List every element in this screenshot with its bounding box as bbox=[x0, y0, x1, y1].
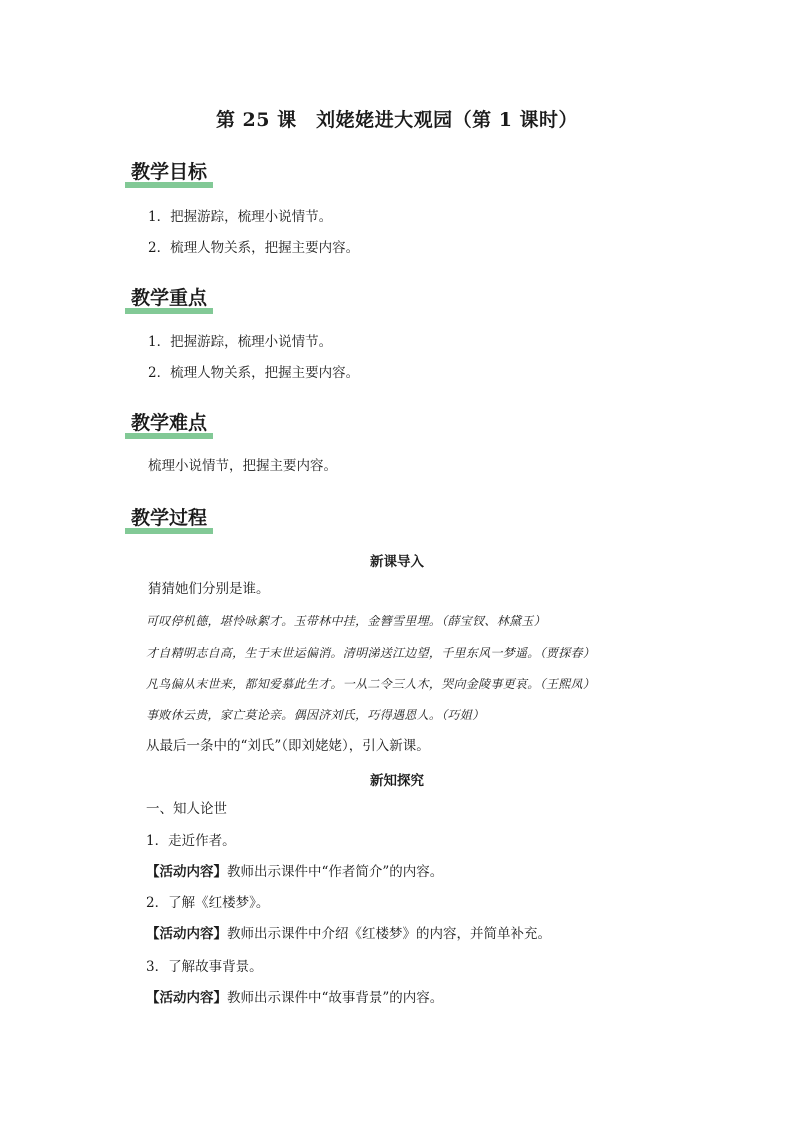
step-label-1: 1．走近作者。 bbox=[146, 833, 236, 849]
activity-line-2 bbox=[146, 925, 551, 943]
activity-tag: 【活动内容】 bbox=[146, 864, 227, 880]
section-heading-process: 教学过程 bbox=[127, 505, 213, 533]
section-heading-objectives: 教学目标 bbox=[127, 159, 213, 187]
part-heading: 一、知人论世 bbox=[146, 801, 227, 817]
poem-line-4: 事败休云贵，家亡莫论亲。偶因济刘氏，巧得遇恩人。（巧姐） bbox=[146, 708, 485, 722]
key-point-item-1: 1．把握游踪，梳理小说情节。 bbox=[148, 334, 333, 350]
activity-line-3 bbox=[146, 989, 443, 1007]
activity-tag: 【活动内容】 bbox=[146, 990, 227, 1006]
step-label-2: 2．了解《红楼梦》。 bbox=[146, 895, 270, 911]
objective-item-2: 2．梳理人物关系，把握主要内容。 bbox=[148, 240, 360, 256]
activity-tag: 【活动内容】 bbox=[146, 926, 227, 942]
activity-text: 教师出示课件中“作者简介”的内容。 bbox=[227, 864, 444, 880]
objective-item-1: 1．把握游踪，梳理小说情节。 bbox=[148, 209, 333, 225]
activity-text: 教师出示课件中“故事背景”的内容。 bbox=[227, 990, 444, 1006]
poem-line-2: 才自精明志自高，生于末世运偏消。清明涕送江边望，千里东风一梦遥。（贾探春） bbox=[146, 646, 596, 660]
activity-text: 教师出示课件中介绍《红楼梦》的内容，并简单补充。 bbox=[227, 926, 551, 942]
page-title: 第 25 课 刘姥姥进大观园（第 1 课时） bbox=[215, 109, 579, 131]
intro-subtitle: 新课导入 bbox=[370, 554, 424, 570]
explore-subtitle: 新知探究 bbox=[370, 773, 424, 789]
poem-line-3: 凡鸟偏从末世来，都知爱慕此生才。一从二令三人木，哭向金陵事更哀。（王熙凤） bbox=[146, 677, 596, 691]
guess-prompt: 猜猜她们分别是谁。 bbox=[148, 581, 270, 597]
section-heading-difficulties: 教学难点 bbox=[127, 410, 213, 438]
step-label-3: 3．了解故事背景。 bbox=[146, 959, 263, 975]
lead-in-text: 从最后一条中的“刘氏”（即刘姥姥），引入新课。 bbox=[146, 738, 430, 754]
poem-line-1: 可叹停机德，堪怜咏絮才。玉带林中挂，金簪雪里埋。（薛宝钗、林黛玉） bbox=[146, 614, 546, 628]
key-point-item-2: 2．梳理人物关系，把握主要内容。 bbox=[148, 365, 360, 381]
section-heading-key-points: 教学重点 bbox=[127, 285, 213, 313]
difficulty-text: 梳理小说情节，把握主要内容。 bbox=[148, 458, 337, 474]
activity-line-1 bbox=[146, 863, 443, 881]
